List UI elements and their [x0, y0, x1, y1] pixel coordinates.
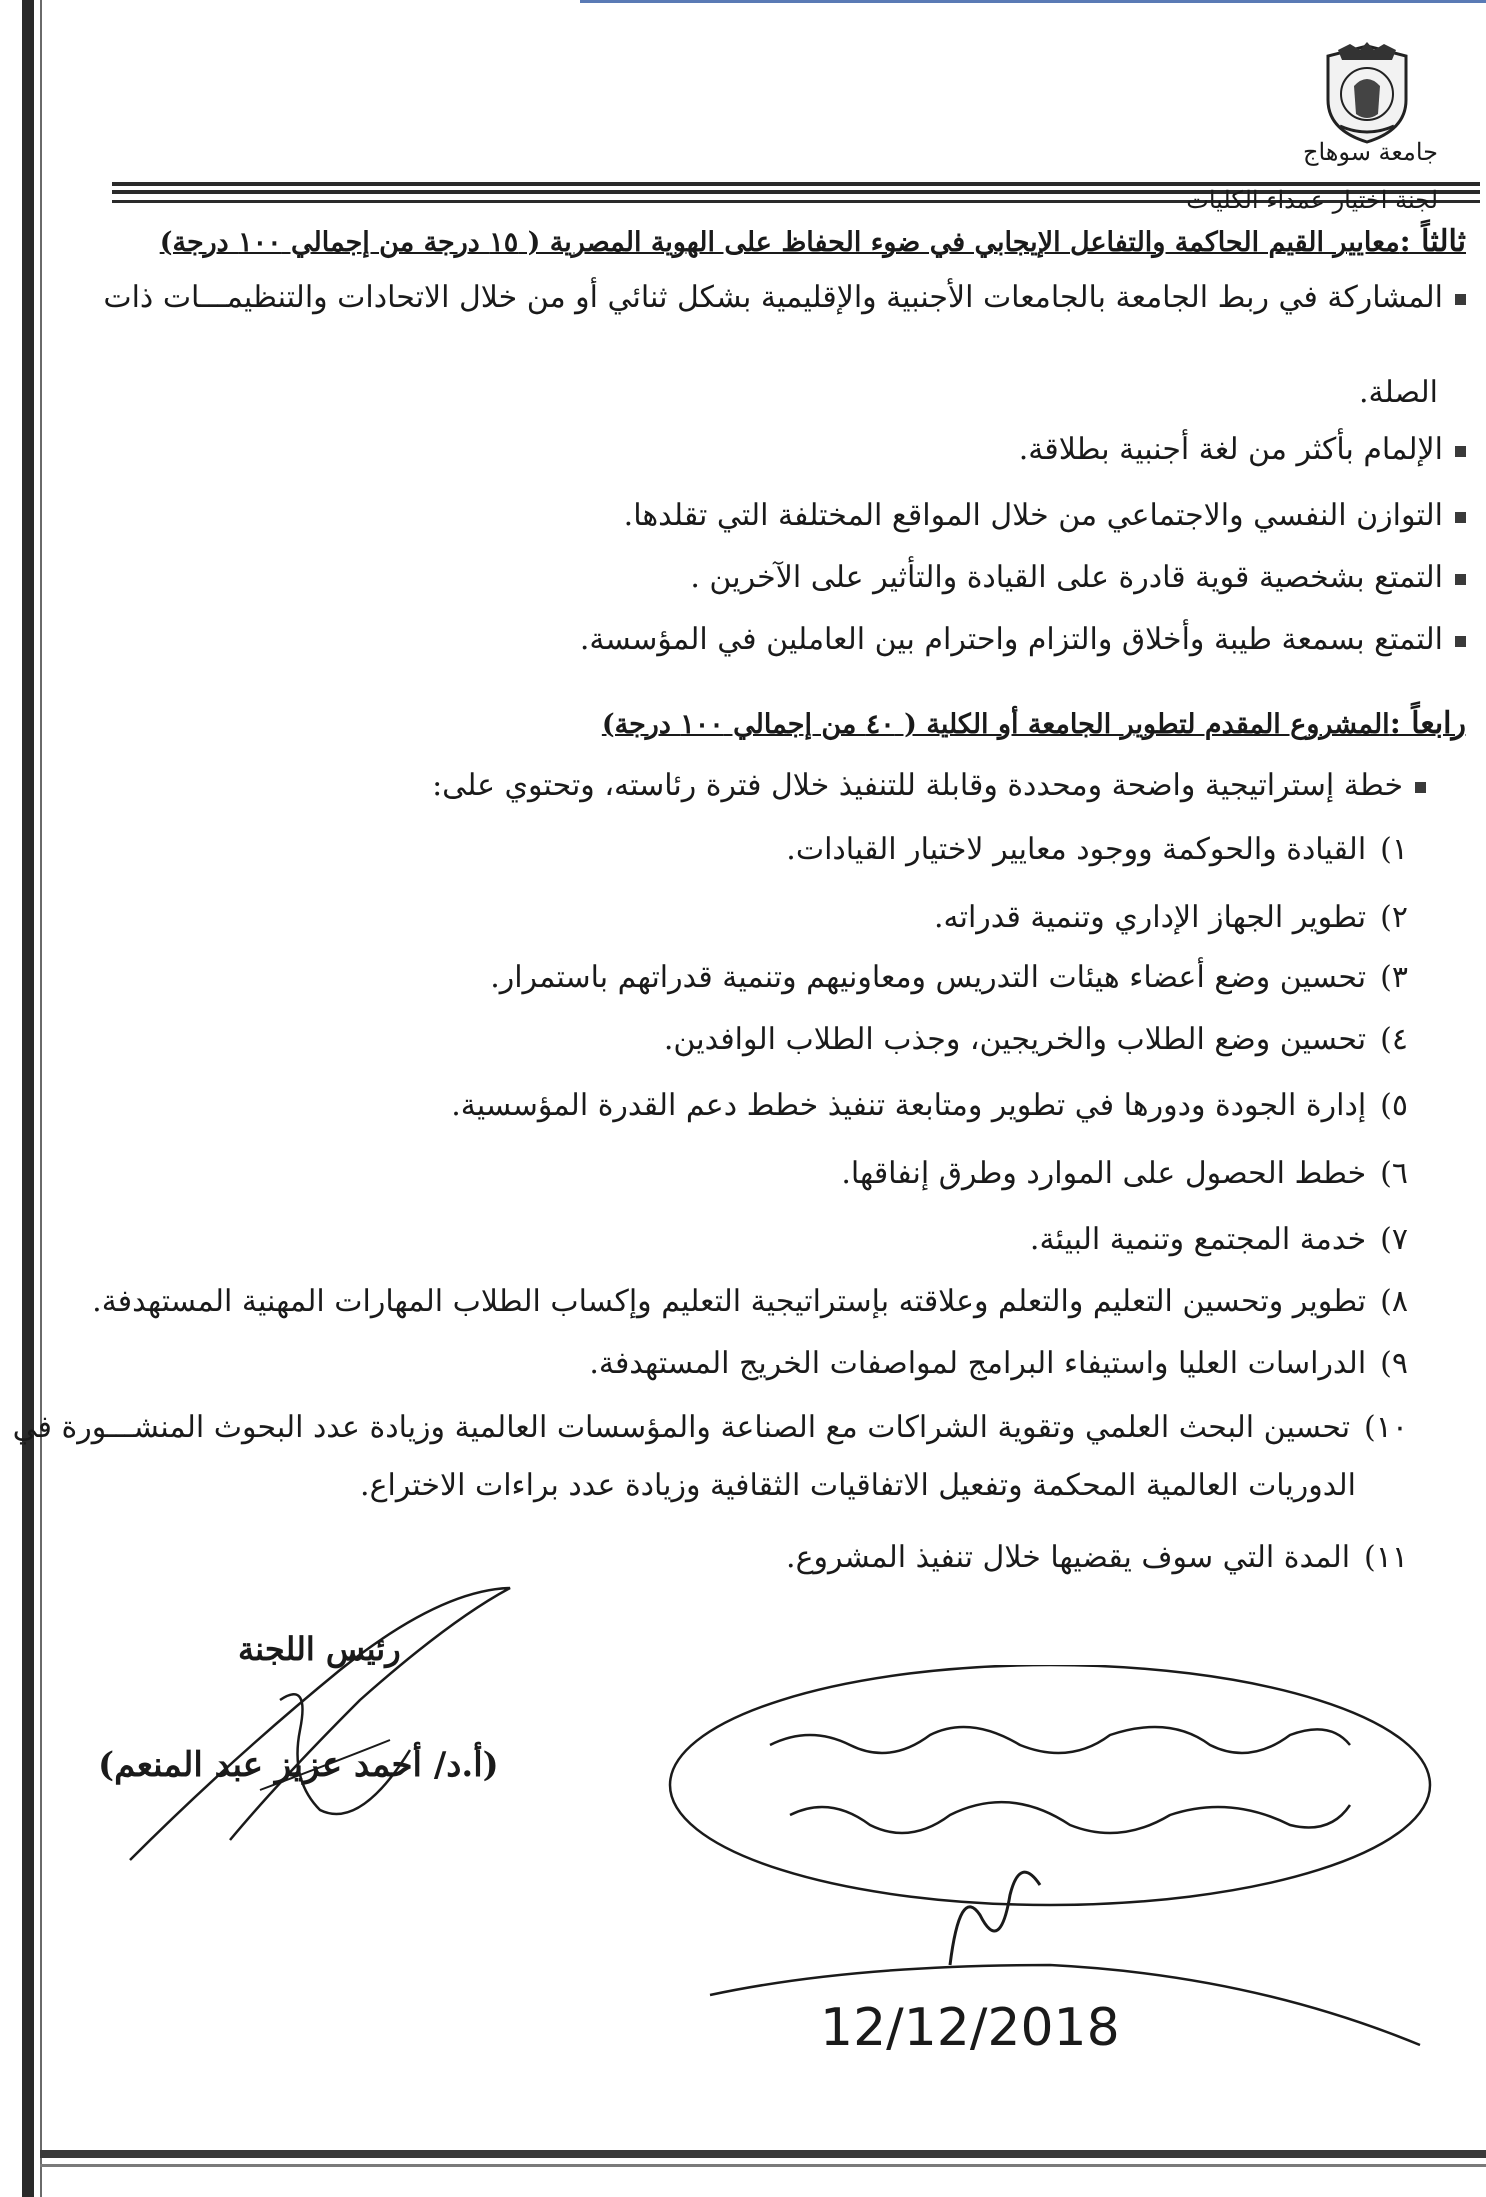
- item-text: القيادة والحوكمة ووجود معايير لاختيار القيادات.: [786, 832, 1367, 867]
- section4-item: [786, 832, 1408, 867]
- item-text: تحسين وضع أعضاء هيئات التدريس ومعاونيهم وتنمية قدراتهم باستمرار.: [490, 960, 1367, 995]
- handwritten-approval-stamp-icon: [650, 1665, 1450, 2095]
- section3-item: [103, 280, 1466, 315]
- item-number: ٣): [1380, 960, 1408, 995]
- section4-title: المشروع المقدم لتطوير الجامعة أو الكلية ( ٤٠ من إجمالي ١٠٠ درجة): [601, 709, 1390, 740]
- section4-item: [490, 960, 1408, 995]
- handwritten-signature-icon: [110, 1580, 530, 1880]
- university-logo-icon: [1318, 42, 1416, 146]
- item-number: ١٠): [1364, 1410, 1408, 1445]
- section3-item-text: الإلمام بأكثر من لغة أجنبية بطلاقة.: [1018, 432, 1443, 467]
- section4-item: [589, 1346, 1408, 1381]
- section4-item: [664, 1022, 1408, 1057]
- stamp-date: 12/12/2018: [820, 1998, 1120, 2058]
- item-number: ٦): [1380, 1156, 1408, 1191]
- bullet-icon: [1415, 782, 1426, 793]
- item-text: تطوير وتحسين التعليم والتعلم وعلاقته بإستراتيجية التعليم وإكساب الطلاب المهارات المهنية المستهدفة.: [92, 1284, 1367, 1319]
- section4-item: [786, 1540, 1408, 1575]
- section3-item-text: التوازن النفسي والاجتماعي من خلال المواقع المختلفة التي تقلدها.: [623, 498, 1443, 533]
- section4-label: رابعاً :: [1389, 706, 1466, 741]
- section3-item-continuation: الصلة.: [1358, 375, 1438, 410]
- section3-title: معايير القيم الحاكمة والتفاعل الإيجابي في ضوء الحفاظ على الهوية المصرية ( ١٥ درجة من إجمالي ١٠٠ درجة): [159, 227, 1400, 258]
- scan-border-top: [580, 0, 1486, 3]
- item-text: الدراسات العليا واستيفاء البرامج لمواصفات الخريج المستهدفة.: [589, 1346, 1367, 1381]
- committee-name: لجنة اختيار عمداء الكليات: [1186, 186, 1438, 214]
- item-number: ٧): [1380, 1222, 1408, 1257]
- item-text: الدوريات العالمية المحكمة وتفعيل الاتفاقيات الثقافية وزيادة عدد براءات الاختراع.: [360, 1468, 1356, 1503]
- section4-item: [1030, 1222, 1408, 1257]
- scan-border-left: [22, 0, 34, 2197]
- item-number: ٩): [1380, 1346, 1408, 1381]
- section3-item: [690, 560, 1466, 595]
- section3-item-text: المشاركة في ربط الجامعة بالجامعات الأجنبية والإقليمية بشكل ثنائي أو من خلال الاتحادات والتنظيمـــات ذات: [103, 280, 1443, 315]
- section4-item: [841, 1156, 1408, 1191]
- item-number: ٥): [1380, 1088, 1408, 1123]
- section3-label: ثالثاً :: [1399, 224, 1466, 259]
- item-number: ١): [1380, 832, 1408, 867]
- signature-title: رئيس اللجنة: [238, 1630, 401, 1668]
- item-text: المدة التي سوف يقضيها خلال تنفيذ المشروع.: [786, 1540, 1351, 1575]
- item-text: خطط الحصول على الموارد وطرق إنفاقها.: [841, 1156, 1367, 1191]
- section4-item: [92, 1284, 1408, 1319]
- section3-item: [1019, 432, 1466, 467]
- item-number: ٨): [1380, 1284, 1408, 1319]
- section4-item-continuation: [360, 1468, 1356, 1503]
- bullet-icon: [1455, 446, 1466, 457]
- section3-item: [580, 622, 1466, 657]
- bullet-icon: [1455, 512, 1466, 523]
- section4-item: [13, 1410, 1408, 1445]
- item-text: تحسين وضع الطلاب والخريجين، وجذب الطلاب الوافدين.: [663, 1022, 1367, 1057]
- section4-item: [451, 1088, 1408, 1123]
- bullet-icon: [1455, 636, 1466, 647]
- section3-heading: [160, 224, 1466, 259]
- item-text: تطوير الجهاز الإداري وتنمية قدراته.: [933, 900, 1367, 935]
- section4-intro: [432, 768, 1426, 803]
- signature-name: (أ.د/ أحمد عزيز عبد المنعم): [98, 1745, 499, 1785]
- section4-heading: [602, 706, 1466, 741]
- section3-item-text: التمتع بسمعة طيبة وأخلاق والتزام واحترام بين العاملين في المؤسسة.: [579, 622, 1443, 657]
- section3-item-text: التمتع بشخصية قوية قادرة على القيادة والتأثير على الآخرين .: [690, 560, 1443, 595]
- item-number: ١١): [1364, 1540, 1408, 1575]
- section3-item: [624, 498, 1466, 533]
- university-name: جامعة سوهاج: [1302, 138, 1438, 166]
- bullet-icon: [1455, 574, 1466, 585]
- item-number: ٤): [1380, 1022, 1408, 1057]
- section4-item: [934, 900, 1408, 935]
- scan-border-left-inner: [40, 0, 42, 2197]
- item-text: إدارة الجودة ودورها في تطوير ومتابعة تنفيذ خطط دعم القدرة المؤسسية.: [451, 1088, 1367, 1123]
- item-number: ٢): [1380, 900, 1408, 935]
- section4-intro-text: خطة إستراتيجية واضحة ومحددة وقابلة للتنفيذ خلال فترة رئاسته، وتحتوي على:: [432, 768, 1403, 803]
- item-text: تحسين البحث العلمي وتقوية الشراكات مع الصناعة والمؤسسات العالمية وزيادة عدد البحوث المنشـــورة في: [12, 1410, 1351, 1445]
- bullet-icon: [1455, 294, 1466, 305]
- scan-border-bottom: [40, 2150, 1486, 2158]
- scan-border-bottom-inner: [40, 2164, 1486, 2167]
- item-text: خدمة المجتمع وتنمية البيئة.: [1029, 1222, 1367, 1257]
